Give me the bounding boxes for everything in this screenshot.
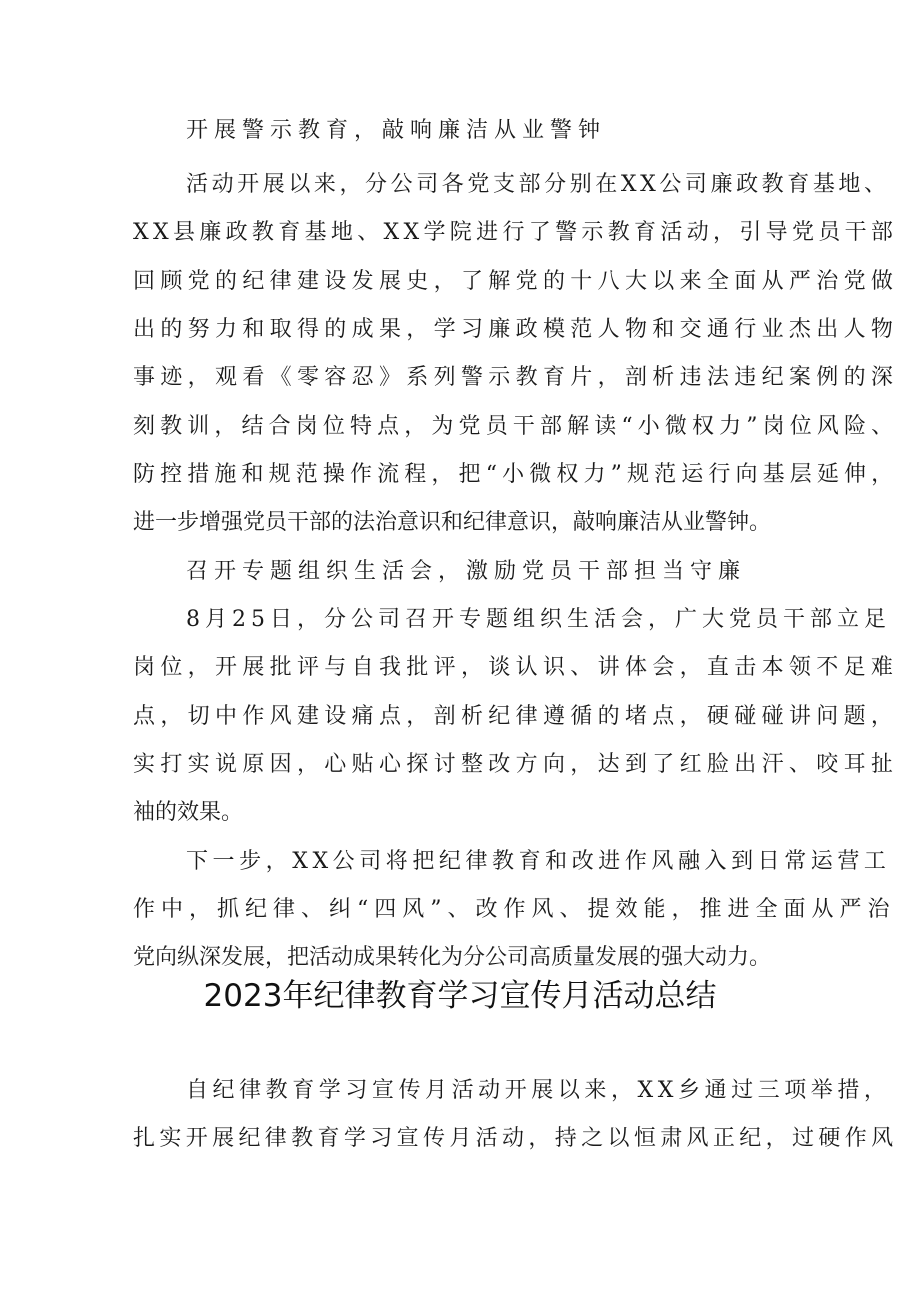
paragraph-line: 下一步，XX公司将把纪律教育和改进作风融入到日常运营工 (186, 849, 891, 874)
paragraph-line: 袖的效果。 (133, 800, 244, 825)
paragraph-line: 防控措施和规范操作流程，把“小微权力”规范运行向基层延伸， (133, 462, 899, 487)
paragraph-line: 岗位，开展批评与自我批评，谈认识、讲体会，直击本领不足难 (133, 655, 899, 680)
article-title: 2023年纪律教育学习宣传月活动总结 (203, 978, 717, 1014)
paragraph-line: 出的努力和取得的成果，学习廉政模范人物和交通行业杰出人物 (133, 317, 899, 342)
paragraph-line: 活动开展以来，分公司各党支部分别在XX公司廉政教育基地、 (186, 172, 890, 197)
paragraph-line: 刻教训，结合岗位特点，为党员干部解读“小微权力”岗位风险、 (133, 414, 899, 439)
paragraph-line: 自纪律教育学习宣传月活动开展以来，XX乡通过三项举措， (186, 1078, 891, 1103)
paragraph-line: 实打实说原因，心贴心探讨整改方向，达到了红脸出汗、咬耳扯 (133, 752, 899, 777)
section-heading-warning-education: 开展警示教育，敲响廉洁从业警钟 (186, 118, 607, 143)
paragraph-line: 8月25日，分公司召开专题组织生活会，广大党员干部立足 (186, 607, 891, 632)
paragraph-line: 点，切中作风建设痛点，剖析纪律遵循的堵点，硬碰碰讲问题， (133, 704, 899, 729)
paragraph-line: 党向纵深发展，把活动成果转化为分公司高质量发展的强大动力。 (133, 945, 772, 970)
section-heading-organizational-meeting: 召开专题组织生活会，激励党员干部担当守廉 (186, 559, 747, 584)
paragraph-line: 扎实开展纪律教育学习宣传月活动，持之以恒肃风正纪，过硬作风 (133, 1126, 898, 1151)
paragraph-line: 作中，抓纪律、纠“四风”、改作风、提效能，推进全面从严治 (133, 897, 896, 922)
paragraph-line: 进一步增强党员干部的法治意识和纪律意识，敲响廉洁从业警钟。 (133, 510, 772, 535)
paragraph-line: 回顾党的纪律建设发展史，了解党的十八大以来全面从严治党做 (133, 269, 899, 294)
paragraph-line: 事迹，观看《零容忍》系列警示教育片，剖析违法违纪案例的深 (133, 365, 899, 390)
paragraph-line: XX县廉政教育基地、XX学院进行了警示教育活动，引导党员干部 (133, 220, 898, 245)
